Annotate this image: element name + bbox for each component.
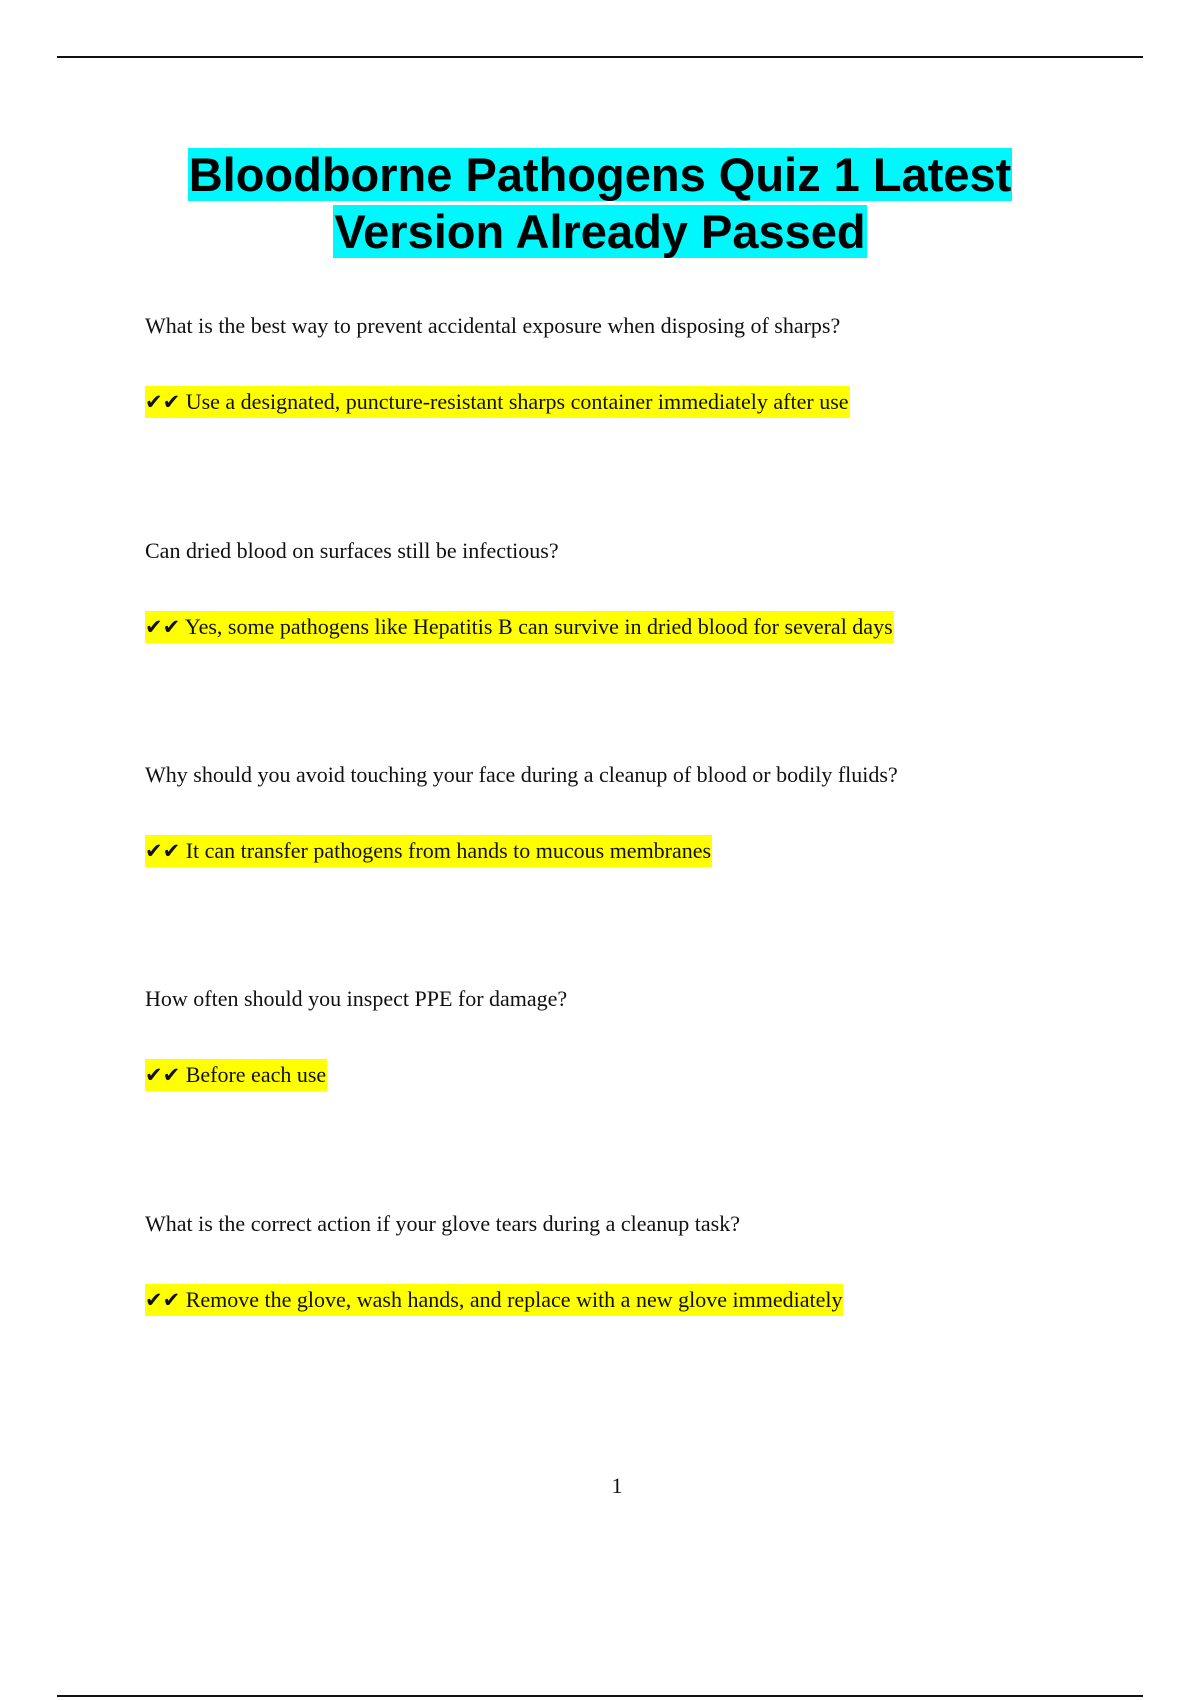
qa-item [145, 312, 1105, 416]
answer-block [145, 1061, 1105, 1089]
answer-block [145, 837, 1105, 865]
answer-block [145, 388, 1105, 416]
qa-item [145, 985, 1105, 1089]
answer-block [145, 1286, 1105, 1314]
header-rule [57, 56, 1143, 58]
answer-block [145, 613, 1105, 641]
qa-item [145, 1210, 1105, 1314]
answer-text: Before each use [185, 1062, 327, 1087]
answer-text: Yes, some pathogens like Hepatitis B can survive in dried blood for several days [184, 614, 893, 639]
answer-text: It can transfer pathogens from hands to mucous membranes [185, 838, 712, 863]
question-text: What is the best way to prevent accidental exposure when disposing of sharps? [145, 313, 841, 338]
footer-rule [57, 1695, 1143, 1697]
document-title [0, 146, 1200, 260]
question-text: What is the correct action if your glove tears during a cleanup task? [145, 1211, 740, 1236]
question-text: How often should you inspect PPE for damage? [145, 986, 568, 1011]
qa-item [145, 537, 1105, 641]
question-text: Why should you avoid touching your face during a cleanup of blood or bodily fluids? [145, 762, 898, 787]
page-number: 1 [611, 1473, 623, 1498]
question-text: Can dried blood on surfaces still be infectious? [145, 538, 559, 563]
title-line-2: Version Already Passed [334, 205, 866, 258]
double-check-icon: ✔✔ [145, 615, 181, 639]
double-check-icon: ✔✔ [145, 1288, 181, 1312]
double-check-icon: ✔✔ [145, 839, 181, 863]
double-check-icon: ✔✔ [145, 1063, 181, 1087]
title-line-1: Bloodborne Pathogens Quiz 1 Latest [188, 148, 1012, 201]
answer-text: Use a designated, puncture-resistant sharps container immediately after use [185, 389, 849, 414]
double-check-icon: ✔✔ [145, 390, 181, 414]
qa-item [145, 761, 1105, 865]
answer-text: Remove the glove, wash hands, and replace with a new glove immediately [185, 1287, 843, 1312]
